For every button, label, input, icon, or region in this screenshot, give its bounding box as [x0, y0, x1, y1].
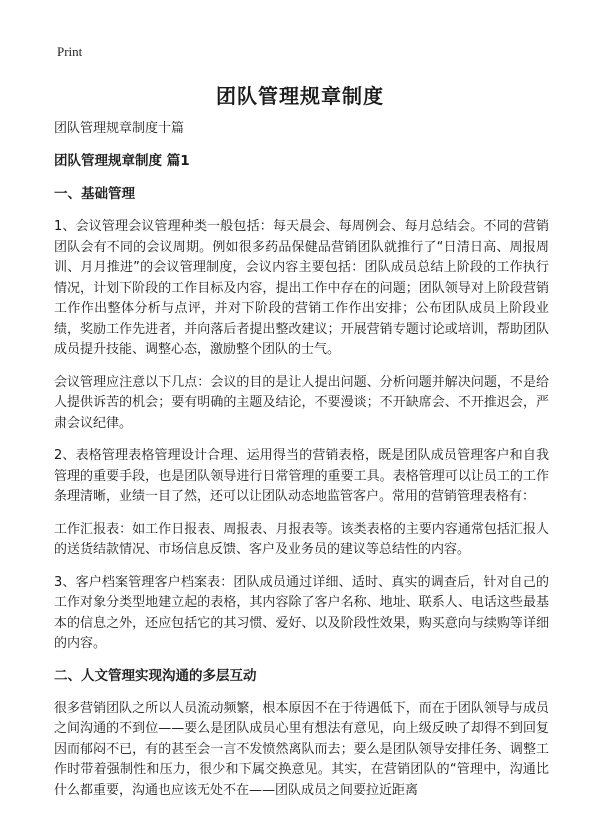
page-title: 团队管理规章制度 [216, 84, 384, 108]
document-subtitle: 团队管理规章制度十篇 [54, 121, 185, 136]
print-link[interactable]: Print [57, 44, 83, 59]
section-heading: 二、人文管理实现沟通的多层互动 [54, 667, 257, 684]
paragraph: 很多营销团队之所以人员流动频繁，根本原因不在于待遇低下，而在于团队领导与成员之间沟通的不到位——要么是团队成员心里有想法有意见，向上级反映了却得不到回复因而郁闷不已，有的甚至会一言不发愤然离队而去；要么是团队领导安排任务、调整工作时带着强制性和压力，很少和下属交换意见。其实，在营销团队的“管理中，沟通比什么都重要，沟通也应该无处不在——团队成员之间要拉近距离 [54, 700, 549, 798]
paragraph: 1、会议管理会议管理种类一般包括：每天晨会、每周例会、每月总结会。不同的营销团队会有不同的会议周期。例如很多药品保健品营销团队就推行了“日清日高、周报周训、月月推进”的会议管理制度，会议内容主要包括：团队成员总结上阶段的工作执行情况，计划下阶段的工作目标及内容，提出工作中存在的问题；团队领导对上阶段营销工作作出整体分析与点评，并对下阶段的营销工作作出安排；公布团队成员上阶段业绩，奖励工作先进者，并向落后者提出整改建议；开展营销专题讨论或培训，帮助团队成员提升技能、调整心态，激励整个团队的士气。 [54, 219, 549, 357]
article-heading: 团队管理规章制度 篇1 [54, 153, 190, 169]
section-heading: 一、基础管理 [54, 186, 135, 202]
paragraph: 3、客户档案管理客户档案表：团队成员通过详细、适时、真实的调查后，针对自己的工作对象分类型地建立起的表格，其内容除了客户名称、地址、联系人、电话这些最基本的信息之外，还应包括它的其习惯、爱好、以及阶段性效果，购买意向与续购等详细的内容。 [54, 574, 549, 651]
paragraph: 工作汇报表：如工作日报表、周报表、月报表等。该类表格的主要内容通常包括汇报人的送货结款情况、市场信息反馈、客户及业务员的建议等总结性的内容。 [54, 521, 549, 557]
document-body [54, 120, 549, 813]
paragraph: 2、表格管理表格管理设计合理、运用得当的营销表格，既是团队成员管理客户和自我管理的重要手段，也是团队领导进行日常管理的重要工具。表格管理可以让员工的工作条理清晰，业绩一目了然，还可以让团队动态地监管客户。常用的营销管理表格有： [54, 448, 549, 504]
paragraph: 会议管理应注意以下几点：会议的目的是让人提出问题、分析问题并解决问题，不是给人提供诉苦的机会；要有明确的主题及结论，不要漫谈；不开缺席会、不开推迟会，严肃会议纪律。 [54, 374, 549, 431]
